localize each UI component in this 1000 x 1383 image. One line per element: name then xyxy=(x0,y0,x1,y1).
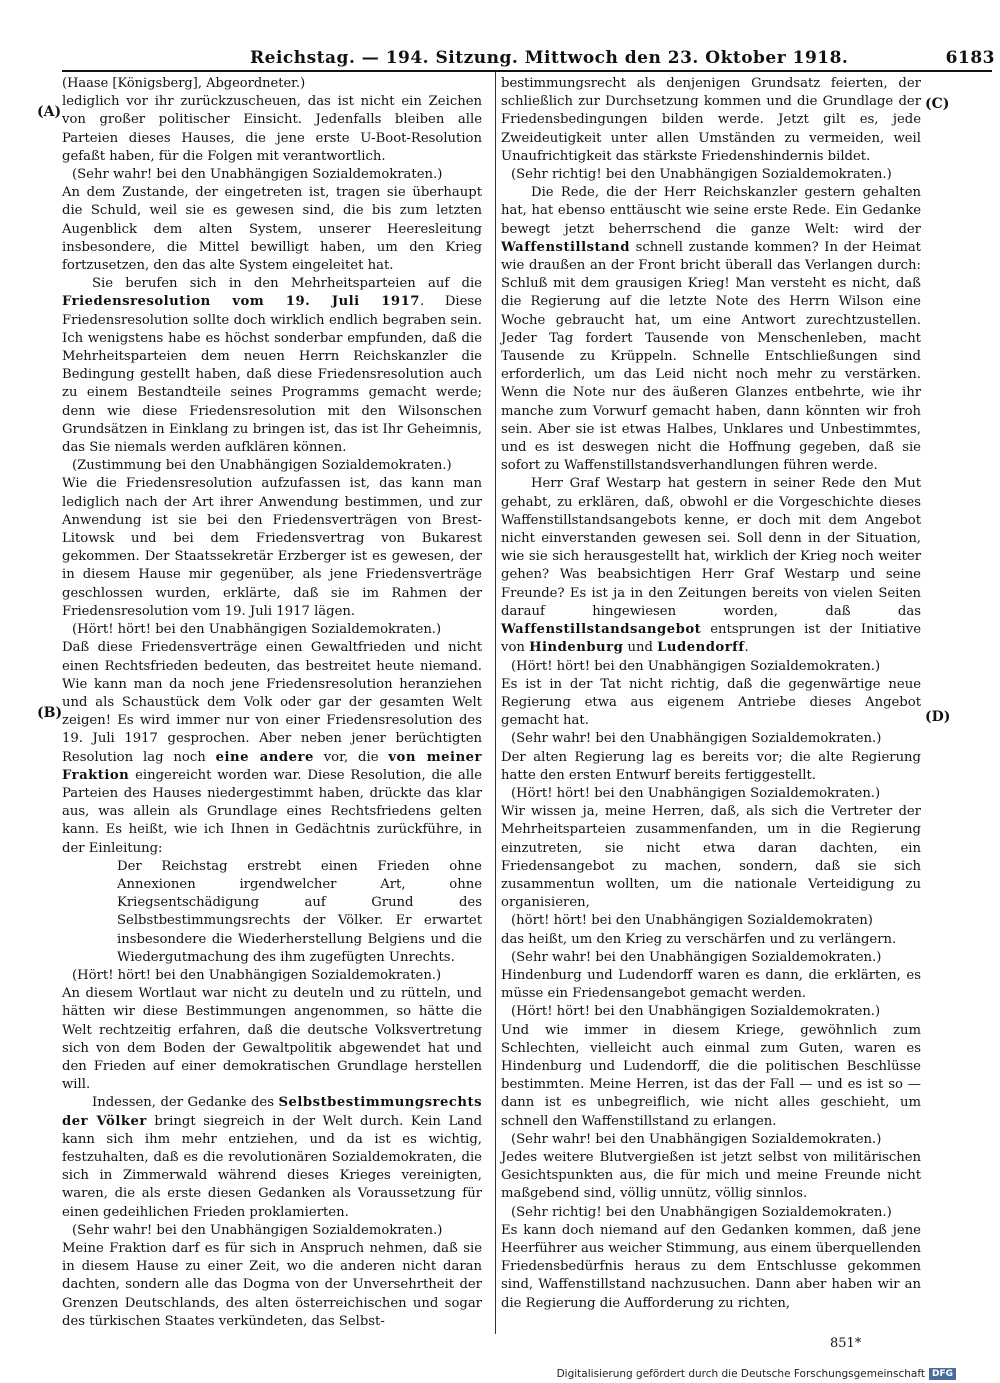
right-column xyxy=(501,75,921,1313)
text-fragment: vor, die xyxy=(313,749,389,765)
bold-term: Friedensresolution vom 19. Juli 1917 xyxy=(62,294,420,310)
margin-marker-a: (A) xyxy=(37,104,62,120)
paragraph: Es ist in der Tat nicht richtig, daß die gegenwärtige neue Regierung etwa aus eigenem Antriebe dieses Angebot gemacht hat. xyxy=(501,676,921,729)
paragraph xyxy=(62,275,482,457)
text-fragment: schnell zustande kommen? In der Heimat wie draußen an der Front bricht überall das Verlangen durch: Schluß mit dem grausigen Krieg! Man versteht es nicht, daß die Regierung auf die letzte Note des Herrn Wilson eine Woche gebraucht hat, um eine Antwort zurechtzustellen. Jeder Tag fordert Tausende von Menschenleben, macht Tausende zu Krüppeln. Schnelle Entschließungen sind erforderlich, um das Leid nicht noch mehr zu verstärken. Wenn die Note nur des äußeren Glanzes entbehrte, wie ihr manche zum Vorwurf gemacht haben, dann könnten wir froh sein. Aber sie ist etwas Halbes, Unklares und Unbestimmtes, und es ist deswegen nicht die Hoffnung gegeben, daß sie sofort zu Waffenstillstandsverhandlungen führen werde. xyxy=(501,239,921,474)
interjection: (Hört! hört! bei den Unabhängigen Sozialdemokraten.) xyxy=(72,967,442,983)
text-fragment: und xyxy=(623,640,658,656)
text-fragment: Sie berufen sich in den Mehrheitsparteien auf die xyxy=(92,276,482,292)
speaker-line: (Haase [Königsberg], Abgeordneter.) xyxy=(62,76,306,91)
paragraph: An dem Zustande, der eingetreten ist, tragen sie überhaupt die Schuld, weil sie es gewesen sind, die bis zum letzten Augenblick dem alten System, unserer Heeresleitung insbesondere, die Mittel bewilligt haben, um den Krieg fortzusetzen, den das alte System eingeleitet hat. xyxy=(62,185,482,274)
margin-marker-b: (B) xyxy=(37,705,63,721)
paragraph xyxy=(501,184,921,475)
header-rule xyxy=(62,70,992,72)
interjection: (Sehr wahr! bei den Unabhängigen Sozialdemokraten.) xyxy=(72,167,443,183)
page-header xyxy=(250,48,995,68)
quoted-resolution: Der Reichstag erstrebt einen Frieden ohne Annexionen irgendwelcher Art, ohne Kriegsentschädigung auf Grund des Selbstbestimmungsrechts der Völker. Er erwartet insbesondere die Wiederherstellung Belgiens und die Wiedergutmachung des ihm zugefügten Unrechts. xyxy=(117,858,482,965)
paragraph xyxy=(62,1094,482,1221)
bold-term: Waffenstillstand xyxy=(501,239,630,255)
header-title: Reichstag. — 194. Sitzung. Mittwoch den 23. Oktober 1918. xyxy=(250,48,849,68)
paragraph: Wie die Friedensresolution aufzufassen ist, das kann man lediglich nach der Art ihrer Anwendung bestimmen, und zur Anwendung ist sie bei den Friedensverträgen von Brest-Litowsk und bei dem Friedensvertrag von Bukarest gekommen. Der Staatssekretär Erzberger ist es gewesen, der in diesem Hause mir gegenüber, als jene Friedensverträge geschlossen wurden, erklärte, daß sie im Rahmen der Friedensresolution vom 19. Juli 1917 lägen. xyxy=(62,476,482,619)
text-fragment: . Diese Friedensresolution sollte doch wirklich endlich begraben sein. Ich wenigstens habe es höchst sonderbar empfunden, daß die Mehrheitsparteien dem neuen Herrn Reichskanzler die Bedingung gestellt haben, daß diese Friedensresolution auch zu einem Bestandteile seines Programms gemacht werde; denn wie diese Friedensresolution mit den Wilsonschen Grundsätzen in Einklang zu bringen ist, das ist Ihr Geheimnis, das Sie niemals werden aufklären können. xyxy=(62,294,482,456)
interjection: (Sehr wahr! bei den Unabhängigen Sozialdemokraten.) xyxy=(511,731,882,747)
interjection: (Zustimmung bei den Unabhängigen Sozialdemokraten.) xyxy=(72,458,452,474)
interjection: (Hört! hört! bei den Unabhängigen Sozialdemokraten.) xyxy=(511,658,881,674)
interjection: (hört! hört! bei den Unabhängigen Sozialdemokraten) xyxy=(511,913,873,929)
paragraph: Wir wissen ja, meine Herren, daß, als sich die Vertreter der Mehrheitsparteien zusammenfanden, um in die Regierung einzutreten, sie nicht etwa daran dachten, ein Friedensangebot zu machen, sondern, daß sie sich zusammentun wollten, um die nationale Verteidigung zu organisieren, xyxy=(501,804,921,911)
bold-term: eine andere xyxy=(215,749,314,765)
text-fragment: eingereicht worden war. Diese Resolution, die alle Parteien des Hauses niedergestimmt haben, drückte das klar aus, was allein als Grundlage eines Rechtsfriedens gelten kann. Es heißt, wie ich Ihnen in Gedächtnis zurückführe, in der Einleitung: xyxy=(62,767,482,856)
interjection: (Sehr wahr! bei den Unabhängigen Sozialdemokraten.) xyxy=(511,1131,882,1147)
paragraph: Jedes weitere Blutvergießen ist jetzt selbst von militärischen Gesichtspunkten aus, die für mich und meine Freunde nicht maßgebend sind, völlig unnütz, völlig sinnlos. xyxy=(501,1149,921,1202)
text-fragment: bringt siegreich in der Welt durch. Kein Land kann sich ihm mehr entziehen, und da ist es wichtig, festzuhalten, daß es die revolutionären Sozialdemokraten, die sich in Zimmerwald während dieses Krieges vereinigten, waren, die als erste diesen Gedanken als Voraussetzung für einen gedeihlichen Frieden proklamierten. xyxy=(62,1113,483,1220)
interjection: (Hört! hört! bei den Unabhängigen Sozialdemokraten.) xyxy=(511,1004,881,1020)
paragraph: das heißt, um den Krieg zu verschärfen und zu verlängern. xyxy=(501,931,897,947)
interjection: (Sehr richtig! bei den Unabhängigen Sozialdemokraten.) xyxy=(511,1204,892,1220)
paragraph: Es kann doch niemand auf den Gedanken kommen, daß jene Heerführer aus weicher Stimmung, aus einem überquellenden Friedensbedürfnis heraus zu dem Entschlusse gekommen sind, Waffenstillstand nachzusuchen. Dann aber haben wir an die Regierung die Aufforderung zu richten, xyxy=(501,1222,921,1311)
margin-marker-d: (D) xyxy=(925,709,951,725)
left-column xyxy=(62,75,482,1331)
bold-term: von meiner Fraktion xyxy=(62,749,482,783)
bold-term: Hindenburg xyxy=(529,640,624,656)
interjection: (Hört! hört! bei den Unabhängigen Sozialdemokraten.) xyxy=(511,785,881,801)
text-fragment: Herr Graf Westarp hat gestern in seiner Rede den Mut gehabt, zu erklären, daß, obwohl er die Vorgeschichte dieses Waffenstillstandsangebots kenne, er doch mit dem Angebot nicht einverstanden gewesen sei. Soll denn in der Situation, wie sie sich herausgestellt hat, wirklich der Krieg noch weiter gehen? Was beabsichtigen Herr Graf Westarp und seine Freunde? Es ist ja in den Zeitungen bereits von vielen Seiten darauf hingewiesen worden, daß das xyxy=(501,476,921,619)
signature-mark: 851* xyxy=(830,1336,862,1351)
dfg-logo-icon: DFG xyxy=(929,1368,956,1380)
paragraph: An diesem Wortlaut war nicht zu deuteln und zu rütteln, und hätten wir diese Bestimmungen angenommen, so hätte die Welt rechtzeitig erfahren, daß die deutsche Volksvertretung sich von dem Boden der Gewaltpolitik abgewendet hat und den Frieden auf einer demokratischen Grundlage herstellen will. xyxy=(62,986,482,1093)
paragraph: Und wie immer in diesem Kriege, gewöhnlich zum Schlechten, vielleicht auch einmal zum Guten, waren es Hindenburg und Ludendorff, die die politischen Beschlüsse bestimmten. Meine Herren, ist das der Fall — und es ist so — dann ist es unbegreiflich, wie nicht alles geschieht, um schnell den Waffenstillstand zu erlangen. xyxy=(501,1022,921,1129)
paragraph: bestimmungsrecht als denjenigen Grundsatz feierten, der schließlich zur Durchsetzung kommen und die Grundlage der Friedensbedingungen bilden werde. Jetzt gilt es, jede Zweideutigkeit unter allen Umständen zu vermeiden, weil Unaufrichtigkeit das stärkste Friedenshindernis bildet. xyxy=(501,76,921,164)
interjection: (Sehr wahr! bei den Unabhängigen Sozialdemokraten.) xyxy=(511,949,882,965)
paragraph xyxy=(62,639,482,857)
interjection: (Hört! hört! bei den Unabhängigen Sozialdemokraten.) xyxy=(72,622,442,638)
text-fragment: . xyxy=(744,640,749,656)
interjection: (Sehr richtig! bei den Unabhängigen Sozialdemokraten.) xyxy=(511,167,892,183)
paragraph: Der alten Regierung lag es bereits vor; die alte Regierung hatte den ersten Entwurf bereits fertiggestellt. xyxy=(501,749,921,783)
paragraph: Meine Fraktion darf es für sich in Anspruch nehmen, daß sie in diesem Hause zu einer Zeit, wo die anderen nicht daran dachten, sondern alle das Dogma von der Unversehrtheit der Grenzen Deutschlands, des alten österreichischen und sogar des türkischen Staates verkündeten, das Selbst- xyxy=(62,1241,482,1329)
paragraph: Hindenburg und Ludendorff waren es dann, die erklärten, es müsse ein Friedensangebot gemacht werden. xyxy=(501,967,921,1002)
column-divider xyxy=(495,72,496,1334)
interjection: (Sehr wahr! bei den Unabhängigen Sozialdemokraten.) xyxy=(72,1222,443,1238)
text-fragment: Indessen, der Gedanke des xyxy=(92,1095,279,1111)
text-fragment: Die Rede, die der Herr Reichskanzler gestern gehalten hat, hat ebenso enttäuscht wie seine erste Rede. Ein Gedanke bewegt jetzt beherrschend die ganze Welt: wird der xyxy=(501,185,921,237)
footer xyxy=(557,1368,956,1380)
bold-term: Ludendorff xyxy=(657,640,745,656)
paragraph xyxy=(501,475,921,657)
text-fragment: Daß diese Friedensverträge einen Gewaltfrieden und nicht einen Rechtsfrieden bedeuten, das bestreitet heute niemand. Wie kann man da noch jene Friedensresolution heranziehen und als Schaustück dem Volk oder gar der gesamten Welt zeigen! Es wird immer nur von einer Friedensresolution des 19. Juli 1917 gesprochen. Aber neben jener berüchtigten Resolution lag noch xyxy=(62,640,482,765)
bold-term: Selbstbestimmungsrechts der Völker xyxy=(62,1095,482,1129)
footer-text: Digitalisierung gefördert durch die Deutsche Forschungsgemeinschaft xyxy=(556,1368,925,1380)
bold-term: Waffenstillstandsangebot xyxy=(501,622,702,638)
paragraph: lediglich vor ihr zurückzuscheuen, das ist nicht ein Zeichen von großer politischer Einsicht. Jedenfalls bleiben alle Parteien dieses Hauses, die jene erste U-Boot-Resolution gefaßt haben, für die Folgen mit verantwortlich. xyxy=(62,94,482,164)
page-number: 6183 xyxy=(945,48,995,68)
margin-marker-c: (C) xyxy=(925,96,950,112)
text-fragment: entsprungen ist der Initiative von xyxy=(501,622,921,656)
